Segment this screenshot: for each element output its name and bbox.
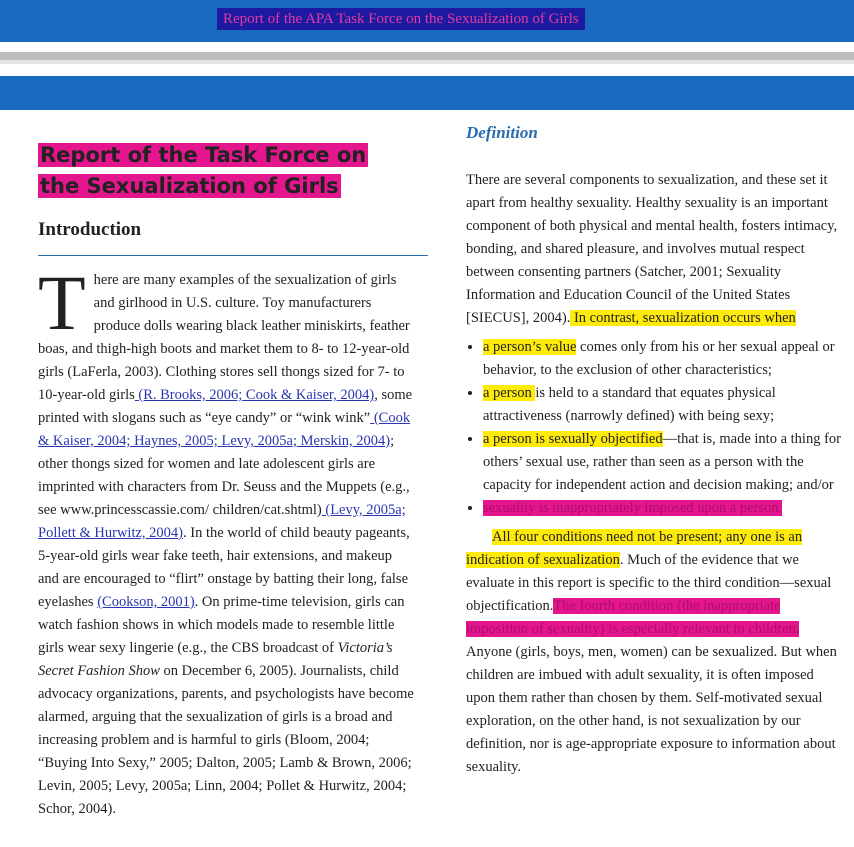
drop-cap: T	[38, 259, 86, 346]
blue-band	[0, 76, 854, 110]
top-banner	[0, 0, 854, 42]
list-item	[483, 336, 842, 382]
list-item	[483, 382, 842, 428]
citation-link[interactable]: (R. Brooks, 2006; Cook & Kaiser, 2004)	[134, 387, 375, 403]
definition-text-1: There are several components to sexualization, and these set it apart from healthy sexuality. Healthy sexuality is an important component of both physical and mental health, fosters intimacy, bonding, and shared pleasure, and involves mutual respect between consenting partners (Satcher, 2001; Sexuality Information and Education Council of the United States [SIECUS], 2004).	[466, 172, 838, 326]
highlight-magenta: sexuality is inappropriately imposed upon a person.	[483, 500, 783, 516]
highlight-yellow: a person’s value	[483, 339, 577, 355]
intro-text-3: ; other thongs sized for women and late adolescent girls are imprinted with characters from Dr. Seuss and the Muppets (e.g., see www.princesscassie.com/ children/cat.shtml)	[38, 433, 410, 518]
introduction-body	[38, 259, 416, 821]
report-title-line2: the Sexualization of Girls	[40, 174, 339, 198]
list-item	[483, 497, 842, 520]
introduction-heading: Introduction	[38, 219, 142, 240]
intro-text-1: here are many examples of the sexualization of girls and girlhood in U.S. culture. Toy manufacturers produce dolls wearing black leather miniskirts, feather boas, and thigh-high boots and market them to 8- to 12-year-old girls (LaFerla, 2003). Clothing stores sell thongs sized for 7- to 10-year-old girls	[38, 272, 410, 403]
intro-text-4: . In the world of child beauty pageants, 5-year-old girls wear fake teeth, hair extensions, and makeup and are encouraged to “flirt” onstage by batting their long, false eyelashes	[38, 525, 410, 610]
definition-heading: Definition	[466, 123, 538, 142]
list-item-text: comes only from his or her sexual appeal or behavior, to the exclusion of other characteristics;	[483, 339, 835, 378]
citation-link[interactable]: (Levy, 2005a; Pollett & Hurwitz, 2004)	[38, 502, 406, 541]
list-item-text: —that is, made into a thing for others’ sexual use, rather than seen as a person with the capacity for independent action and decision making; and/or	[483, 431, 841, 493]
citation-link[interactable]: (Cookson, 2001)	[97, 594, 195, 610]
report-title-line1: Report of the Task Force on	[40, 143, 367, 167]
definition-text-2: . Much of the evidence that we evaluate in this report is specific to the third condition—sexual objectification.	[466, 552, 832, 614]
definition-paragraph-1	[466, 169, 842, 330]
definition-paragraph-2	[466, 526, 842, 779]
conditions-list	[466, 336, 842, 520]
highlight-yellow: a person is sexually objectified	[483, 431, 663, 447]
divider-line-light	[0, 60, 854, 64]
intro-text-2: , some printed with slogans such as “eye candy” or “wink wink”	[38, 387, 413, 426]
introduction-rule	[38, 255, 428, 256]
definition-body	[466, 169, 842, 779]
highlight-yellow: a person	[483, 385, 536, 401]
show-title: Victoria’s Secret Fashion Show	[38, 640, 393, 679]
list-item	[483, 428, 842, 497]
definition-text-3: Anyone (girls, boys, men, women) can be sexualized. But when children are imbued with adult sexuality, it is often imposed upon them rather than chosen by them. Self-motivated sexual exploration, on the other hand, is not sexualization by our definition, nor is age-appropriate exposure to information about sexuality.	[466, 644, 837, 775]
intro-text-5: . On prime-time television, girls can watch fashion shows in which models made to resemble little girls wear sexy lingerie (e.g., the CBS broadcast of	[38, 594, 405, 656]
introduction-paragraph	[38, 259, 416, 821]
header-title: Report of the APA Task Force on the Sexualization of Girls	[217, 8, 585, 30]
intro-text-6: on December 6, 2005). Journalists, child advocacy organizations, parents, and psychologists have become alarmed, arguing that the sexualization of girls is a broad and increasing problem and is harmful to girls (Bloom, 2004; “Buying Into Sexy,” 2005; Dalton, 2005; Lamb & Brown, 2006; Levin, 2005; Levy, 2005a; Linn, 2004; Pollet & Hurwitz, 2004; Schor, 2004).	[38, 663, 414, 817]
citation-link[interactable]: (Cook & Kaiser, 2004; Haynes, 2005; Levy, 2005a; Merskin, 2004)	[38, 410, 411, 449]
list-item-text: is held to a standard that equates physical attractiveness (narrowly defined) with being sexy;	[483, 385, 776, 424]
report-title	[38, 140, 378, 202]
divider-line	[0, 52, 854, 60]
highlight-magenta: The fourth condition (the inappropriate imposition of sexuality) is especially relevant to children.	[466, 598, 800, 637]
highlight-yellow: All four conditions need not be present; any one is an indication of sexualization	[466, 529, 803, 568]
highlight-yellow: In contrast, sexualization occurs when	[570, 310, 796, 326]
